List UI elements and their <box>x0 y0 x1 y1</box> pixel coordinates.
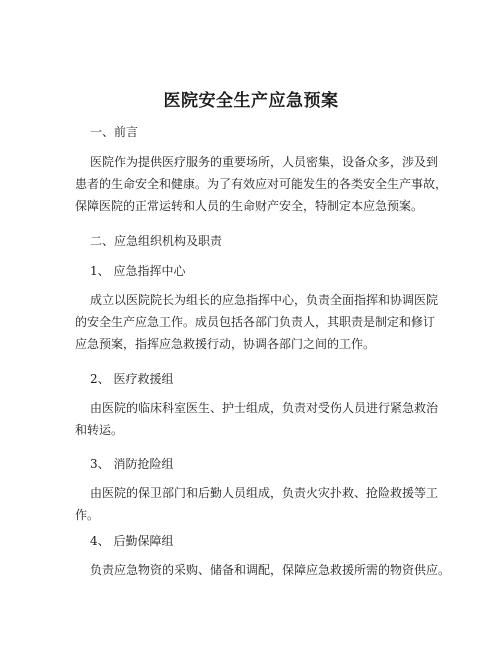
subsection-heading-logistics: 4、 后勤保障组 <box>90 534 174 548</box>
paragraph-line: 医院作为提供医疗服务的重要场所，人员密集，设备众多，涉及到 <box>90 155 439 169</box>
document-title: 医院安全生产应急预案 <box>163 91 339 111</box>
subsection-heading-fire-rescue: 3、 消防抢险组 <box>90 457 174 471</box>
paragraph-line: 由医院的保卫部门和后勤人员组成，负责火灾扑救、抢险救援等工 <box>90 486 439 500</box>
paragraph-line: 患者的生命安全和健康。为了有效应对可能发生的各类安全生产事故， <box>75 177 448 191</box>
subsection-heading-medical-rescue: 2、 医疗救援组 <box>90 372 174 386</box>
paragraph-line: 应急预案，指挥应急救援行动，协调各部门之间的工作。 <box>75 337 376 351</box>
subsection-heading-command-center: 1、 应急指挥中心 <box>90 264 186 278</box>
paragraph-line: 作。 <box>75 508 100 522</box>
medical-rescue-paragraph <box>75 397 439 441</box>
fire-rescue-paragraph <box>75 482 439 526</box>
paragraph-line: 成立以医院院长为组长的应急指挥中心，负责全面指挥和协调医院 <box>90 293 439 307</box>
paragraph-line: 保障医院的正常运转和人员的生命财产安全，特制定本应急预案。 <box>75 199 424 213</box>
paragraph-line: 负责应急物资的采购、储备和调配，保障应急救援所需的物资供应。 <box>90 563 451 577</box>
paragraph-line: 和转运。 <box>75 423 124 437</box>
preface-paragraph <box>75 151 448 217</box>
paragraph-line: 的安全生产应急工作。成员包括各部门负责人，其职责是制定和修订 <box>75 315 436 329</box>
command-center-paragraph <box>75 289 439 355</box>
paragraph-line: 由医院的临床科室医生、护士组成，负责对受伤人员进行紧急救治 <box>90 401 439 415</box>
logistics-paragraph <box>75 559 451 581</box>
section-heading-preface: 一、前言 <box>90 125 139 139</box>
section-heading-organization: 二、应急组织机构及职责 <box>90 234 223 248</box>
